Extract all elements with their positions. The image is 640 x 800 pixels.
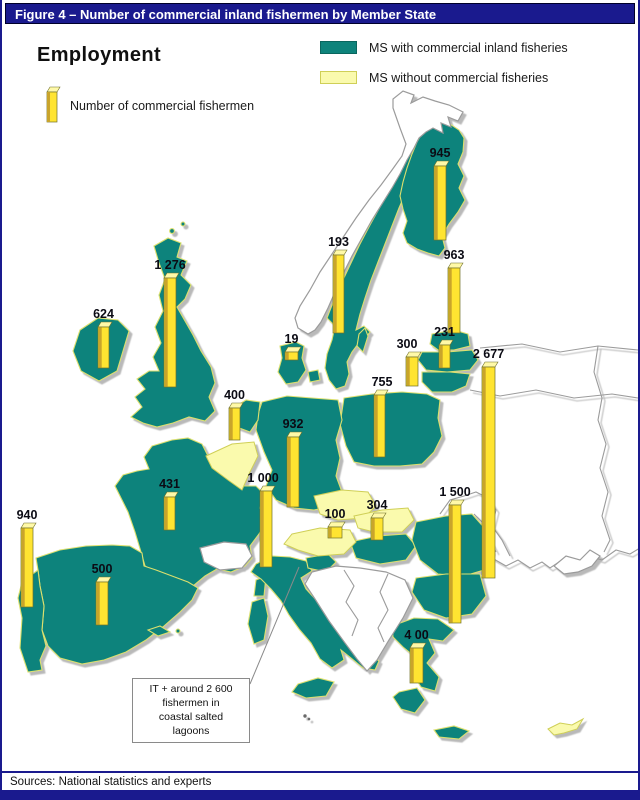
bar-value-label: 940 <box>16 508 38 522</box>
bar-value-label: 400 <box>224 388 245 402</box>
figure-title-bar: Figure 4 – Number of commercial inland fishermen by Member State <box>5 3 635 24</box>
bar-value-label: 193 <box>328 235 349 249</box>
island-cyprus <box>548 719 583 735</box>
bar-value-label: 932 <box>282 417 304 431</box>
bar-value-label: 500 <box>91 562 113 576</box>
bar-value-label: 963 <box>443 248 465 262</box>
island-malta <box>303 714 306 717</box>
bar-value-label: 945 <box>429 146 451 160</box>
country-austria <box>284 528 356 556</box>
fishermen-bar-300 <box>397 337 421 386</box>
bar-value-label: 431 <box>159 477 180 491</box>
bar-value-label: 755 <box>371 375 393 389</box>
bar-value-label: 19 <box>284 332 299 346</box>
island-ibiza <box>176 629 180 633</box>
island-sicily <box>292 678 334 698</box>
island-sardinia <box>248 598 268 644</box>
island-crete <box>434 726 469 739</box>
peninsula-peloponnese <box>393 688 425 713</box>
europe-map <box>2 0 640 800</box>
annotation-line: fishermen in <box>162 696 220 709</box>
bar-value-label: 1 500 <box>439 485 471 499</box>
footer-bar <box>2 790 638 800</box>
legend-swatch-with-fisheries <box>320 41 357 54</box>
legend-label-without-fisheries: MS without commercial fisheries <box>369 71 549 85</box>
border-russia-ukraine <box>594 346 610 552</box>
legend-label-bar: Number of commercial fishermen <box>70 99 255 113</box>
country-lithuania <box>422 372 470 392</box>
peninsula-crimea <box>554 550 600 574</box>
footer-divider <box>2 771 638 773</box>
bar-value-label: 1 000 <box>247 471 279 485</box>
island-zealand <box>308 370 320 382</box>
landmass <box>18 91 640 739</box>
country-poland <box>340 392 442 466</box>
sources-text: Sources: National statistics and experts <box>10 776 212 788</box>
bar-value-label: 300 <box>396 337 418 351</box>
annotation-line: IT + around 2 600 <box>149 683 233 695</box>
annotation-line: lagoons <box>172 724 210 737</box>
fishermen-bar-100 <box>325 507 346 538</box>
bar-value-label: 304 <box>366 498 388 512</box>
page-title: Employment <box>37 44 162 66</box>
legend-label-with-fisheries: MS with commercial inland fisheries <box>369 41 568 55</box>
island-shetland <box>181 222 185 226</box>
bar-value-label: 4 00 <box>404 628 429 642</box>
island-orkney <box>170 229 175 234</box>
annotation-line: coastal salted <box>158 710 224 723</box>
bar-value-label: 231 <box>434 325 455 339</box>
bar-value-label: 624 <box>93 307 114 321</box>
legend-swatch-without-fisheries <box>320 71 357 84</box>
fishermen-bar-963 <box>444 248 465 333</box>
bar-value-label: 1 276 <box>154 258 186 272</box>
bar-value-label: 2 677 <box>472 347 505 361</box>
italy-annotation-box <box>132 678 250 743</box>
legend-bar-icon <box>47 87 60 122</box>
island-malta-gozo <box>308 718 311 721</box>
bar-value-label: 100 <box>324 507 346 521</box>
